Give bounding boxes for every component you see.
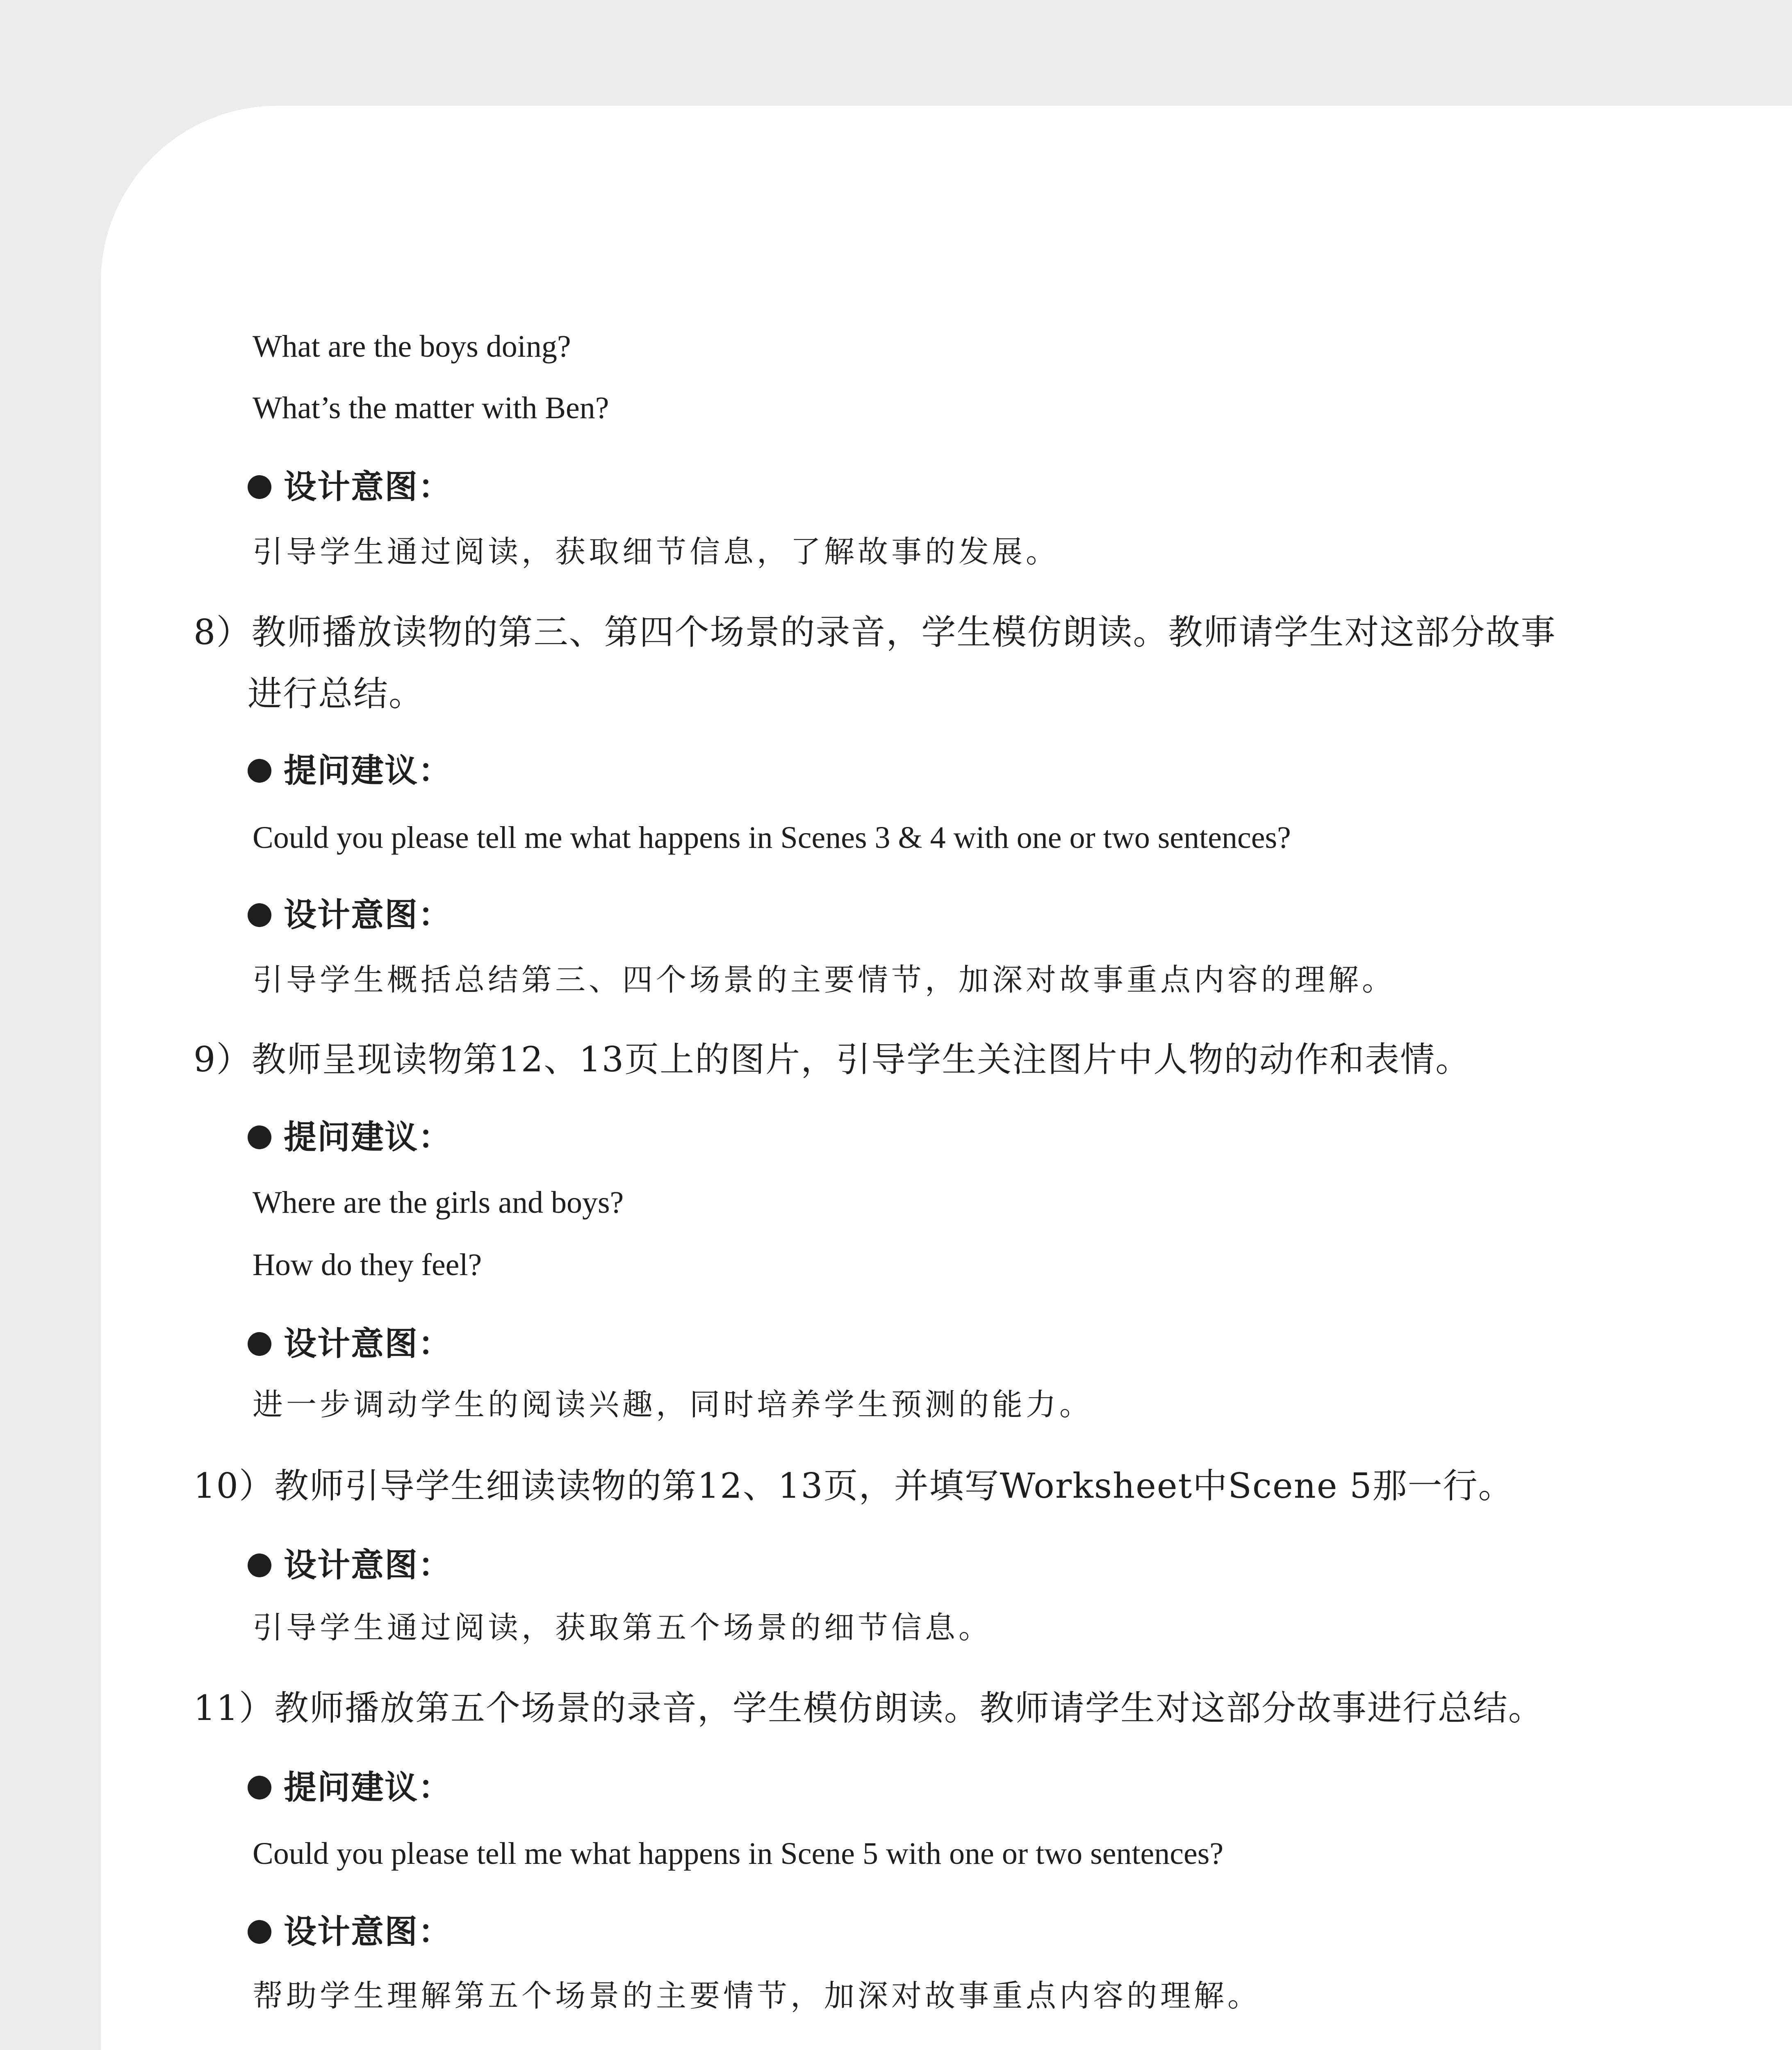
question-line: Could you please tell me what happens in Scene 5 with one or two sentences?: [253, 1836, 1224, 1871]
heading-label: 提问建议：: [284, 1768, 452, 1806]
section-heading: [248, 1545, 452, 1586]
section-heading: [248, 1117, 452, 1158]
heading-label: 提问建议：: [284, 752, 452, 790]
step-8: 8）教师播放读物的第三、第四个场景的录音，学生模仿朗读。教师请学生对这部分故事: [194, 612, 1556, 652]
heading-label: 设计意图：: [284, 468, 452, 506]
question-line: What’s the matter with Ben?: [253, 391, 609, 425]
bullet-icon: [248, 903, 271, 927]
bullet-icon: [248, 1920, 271, 1944]
section-heading: [248, 1323, 452, 1364]
step-8-continued: 进行总结。: [248, 674, 424, 714]
question-line: How do they feel?: [253, 1248, 482, 1282]
step-9: 9）教师呈现读物第12、13页上的图片，引导学生关注图片中人物的动作和表情。: [194, 1039, 1471, 1080]
bullet-icon: [248, 1553, 271, 1577]
bullet-icon: [248, 1776, 271, 1799]
section-heading: [248, 1767, 452, 1808]
heading-label: 设计意图：: [284, 896, 452, 934]
question-line: Where are the girls and boys?: [253, 1185, 624, 1220]
paragraph: 帮助学生理解第五个场景的主要情节，加深对故事重点内容的理解。: [253, 1978, 1261, 2014]
section-heading: [248, 467, 452, 508]
bullet-icon: [248, 759, 271, 783]
bullet-icon: [248, 1125, 271, 1149]
step-10: 10）教师引导学生细读读物的第12、13页，并填写Worksheet中Scene 5那一行。: [194, 1466, 1514, 1506]
paragraph: 进一步调动学生的阅读兴趣，同时培养学生预测的能力。: [253, 1387, 1093, 1422]
heading-label: 设计意图：: [284, 1546, 452, 1584]
question-line: What are the boys doing?: [253, 329, 571, 364]
heading-label: 提问建议：: [284, 1118, 452, 1156]
heading-label: 设计意图：: [284, 1325, 452, 1363]
heading-label: 设计意图：: [284, 1913, 452, 1951]
section-heading: [248, 1911, 452, 1952]
paragraph: 引导学生概括总结第三、四个场景的主要情节，加深对故事重点内容的理解。: [253, 962, 1396, 998]
step-11: 11）教师播放第五个场景的录音，学生模仿朗读。教师请学生对这部分故事进行总结。: [194, 1688, 1544, 1728]
bullet-icon: [248, 475, 271, 499]
section-heading: [248, 895, 452, 936]
section-heading: [248, 750, 452, 791]
paragraph: 引导学生通过阅读，获取细节信息，了解故事的发展。: [253, 534, 1059, 569]
bullet-icon: [248, 1332, 271, 1356]
paragraph: 引导学生通过阅读，获取第五个场景的细节信息。: [253, 1610, 992, 1645]
question-line: Could you please tell me what happens in Scenes 3 & 4 with one or two sentences?: [253, 820, 1291, 855]
